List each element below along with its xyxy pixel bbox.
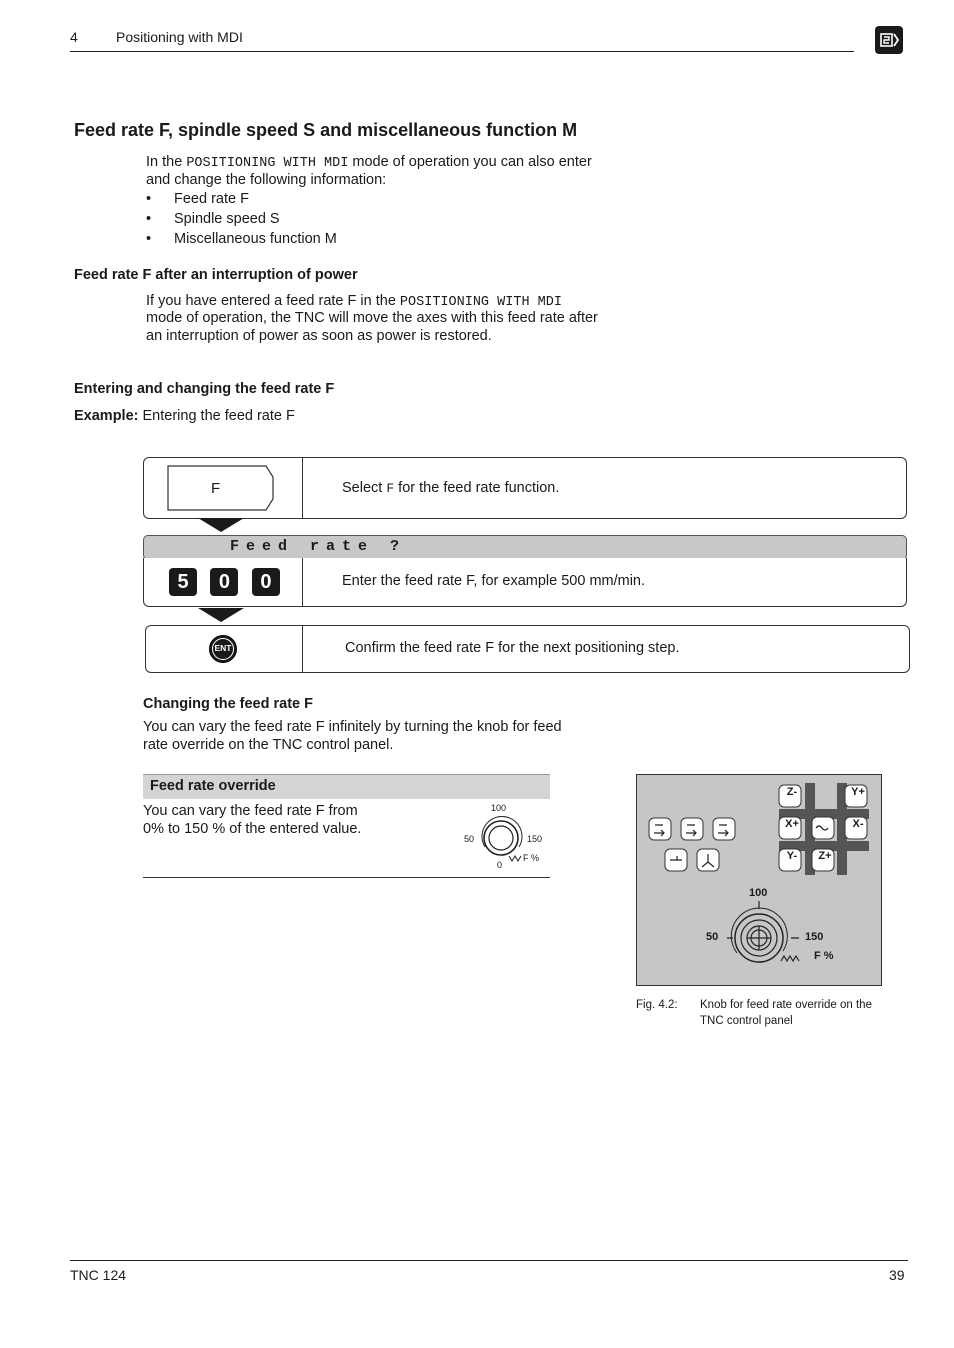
bullet-text: Spindle speed S — [174, 211, 280, 227]
section-title: Feed rate F, spindle speed S and miscellaneous function M — [74, 120, 578, 140]
step2-text: Enter the feed rate F, for example 500 mm/min. — [342, 573, 646, 589]
power-pre: If you have entered a feed rate F in the — [146, 293, 400, 309]
bullet-item: • Feed rate F — [146, 191, 249, 207]
figure-caption-label: Fig. 4.2: — [636, 999, 678, 1011]
ent-key-icon — [209, 635, 237, 663]
footer-product: TNC 124 — [70, 1267, 127, 1283]
digit-key-5: 5 — [169, 568, 197, 596]
step1-post: for the feed rate function. — [394, 480, 560, 496]
bullet-item: • Spindle speed S — [146, 211, 280, 227]
step-confirm — [145, 625, 910, 673]
header-rule — [70, 51, 854, 52]
override-line-1: You can vary the feed rate F from — [143, 803, 358, 819]
key-y-plus: Y+ — [851, 786, 865, 798]
control-panel-figure — [636, 774, 882, 986]
power-line-3: an interruption of power as soon as power is restored. — [146, 328, 492, 344]
figure-caption-line-1: Knob for feed rate override on the — [700, 999, 872, 1011]
flow-arrow-icon — [198, 518, 244, 532]
small-knob-label-bottom: 0 — [497, 860, 503, 870]
chapter-title: Positioning with MDI — [116, 29, 243, 45]
key-x-plus: X+ — [785, 818, 799, 830]
power-mode: POSITIONING WITH MDI — [399, 295, 562, 310]
intro-pre: In the — [146, 154, 187, 170]
flow-arrow-icon — [198, 608, 244, 622]
step1-text — [342, 479, 559, 498]
intro-mode: POSITIONING WITH MDI — [186, 156, 349, 171]
example-label: Example: — [74, 408, 139, 424]
small-knob-label-top: 100 — [491, 803, 507, 813]
key-z-plus: Z+ — [818, 850, 832, 862]
mdi-mode-icon — [875, 26, 903, 54]
figure-caption-line-2: TNC control panel — [700, 1015, 793, 1027]
prompt-text: Feed rate ? — [230, 538, 407, 555]
step-enter-value — [143, 558, 907, 607]
step3-text: Confirm the feed rate F for the next positioning step. — [345, 640, 680, 656]
bullet-item: • Miscellaneous function M — [146, 231, 337, 247]
changing-line-2: rate override on the TNC control panel. — [143, 737, 394, 753]
step1-pre: Select — [342, 480, 387, 496]
example-line — [74, 407, 295, 425]
ent-key-label: ENT — [214, 643, 232, 653]
power-line-2: mode of operation, the TNC will move the axes with this feed rate after — [146, 310, 598, 326]
knob-label-right: 150 — [805, 931, 824, 943]
f-softkey-label: F — [211, 480, 221, 497]
override-line-2: 0% to 150 % of the entered value. — [143, 821, 362, 837]
key-z-minus: Z- — [786, 786, 798, 798]
power-heading: Feed rate F after an interruption of power — [74, 267, 358, 283]
knob-label-unit: F % — [814, 950, 834, 962]
key-x-minus: X- — [852, 818, 864, 830]
intro-line-2: and change the following information: — [146, 172, 387, 188]
chapter-number: 4 — [70, 29, 78, 45]
intro-post: mode of operation you can also enter — [348, 154, 592, 170]
digit-key-0: 0 — [210, 568, 238, 596]
page-number: 39 — [889, 1267, 905, 1283]
knob-label-top: 100 — [749, 887, 768, 899]
small-knob-label-left: 50 — [464, 834, 475, 844]
intro-line-1 — [146, 153, 592, 173]
dialog-prompt — [143, 535, 907, 560]
changing-line-1: You can vary the feed rate F infinitely by turning the knob for feed — [143, 719, 562, 735]
footer-rule — [70, 1260, 908, 1261]
f-softkey-icon — [166, 464, 276, 512]
knob-label-left: 50 — [706, 931, 719, 943]
entering-heading: Entering and changing the feed rate F — [74, 381, 335, 397]
bullet-text: Miscellaneous function M — [174, 231, 337, 247]
bullet-text: Feed rate F — [174, 191, 249, 207]
override-box-rule — [143, 877, 550, 878]
step1-code: F — [386, 481, 395, 496]
example-text: Entering the feed rate F — [138, 408, 295, 424]
small-knob-label-right: 150 — [527, 834, 543, 844]
override-box-title: Feed rate override — [150, 778, 276, 794]
key-y-minus: Y- — [786, 850, 798, 862]
small-knob-label-unit: F % — [523, 853, 540, 863]
override-box-header — [143, 774, 550, 799]
digit-key-0: 0 — [252, 568, 280, 596]
step-select-f — [143, 457, 907, 519]
changing-heading: Changing the feed rate F — [143, 696, 313, 712]
